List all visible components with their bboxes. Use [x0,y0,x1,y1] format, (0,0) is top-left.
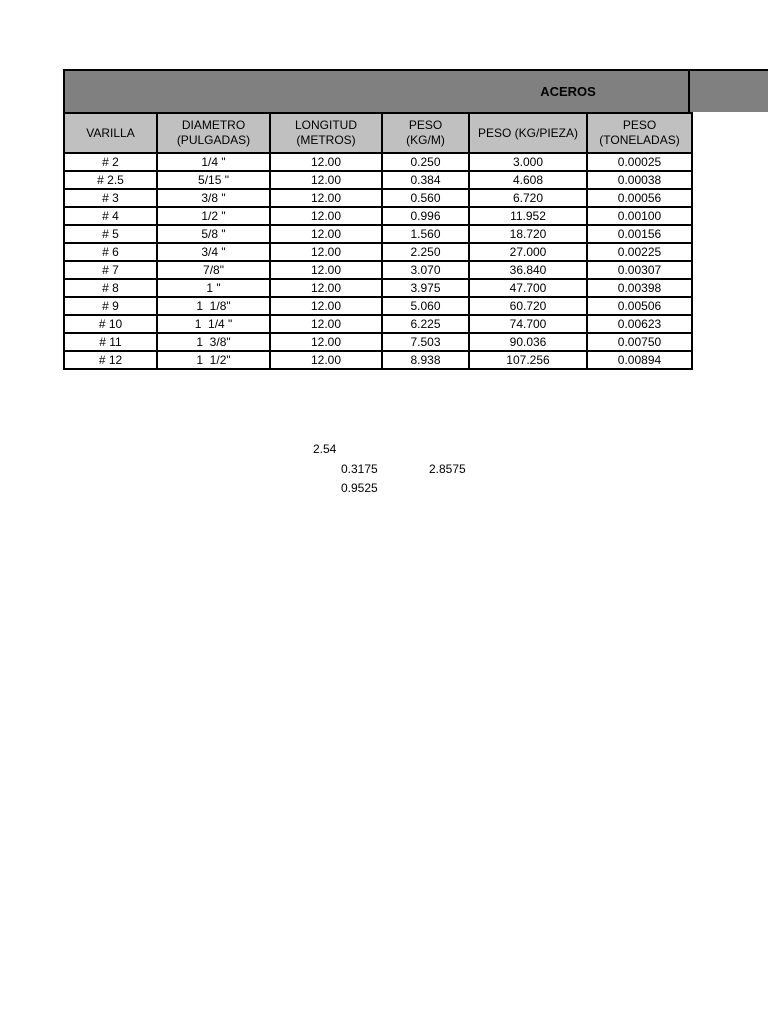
table-header-row [64,113,692,153]
table-cell: 0.00038 [587,171,692,189]
table-cell: 2.250 [382,243,469,261]
table-cell: # 9 [64,297,157,315]
table-cell: 12.00 [270,279,382,297]
table-cell: 6.225 [382,315,469,333]
table-cell: 36.840 [469,261,587,279]
table-cell: # 11 [64,333,157,351]
table-cell: 90.036 [469,333,587,351]
table-cell: # 2 [64,153,157,171]
header-peso-kg-m: PESO (KG/M) [382,113,469,153]
table-cell: 27.000 [469,243,587,261]
table-cell: 3.975 [382,279,469,297]
table-row [64,225,692,243]
table-cell: 3.000 [469,153,587,171]
table-row [64,189,692,207]
table-row [64,279,692,297]
table-cell: 5/8 " [157,225,270,243]
table-row [64,297,692,315]
table-cell: 0.00025 [587,153,692,171]
table-cell: 7/8" [157,261,270,279]
table-cell: # 6 [64,243,157,261]
table-cell: 5/15 " [157,171,270,189]
header-peso-toneladas: PESO (TONELADAS) [587,113,692,153]
table-cell: 60.720 [469,297,587,315]
table-row [64,153,692,171]
header-longitud: LONGITUD (METROS) [270,113,382,153]
table-cell: 0.384 [382,171,469,189]
table-cell: 47.700 [469,279,587,297]
table-row [64,243,692,261]
table-cell: 0.00894 [587,351,692,369]
table-cell: 1/2 " [157,207,270,225]
table-cell: # 3 [64,189,157,207]
table-cell: 0.996 [382,207,469,225]
table-cell: 1 1/2" [157,351,270,369]
table-cell: # 7 [64,261,157,279]
table-cell: 1 " [157,279,270,297]
table-row [64,207,692,225]
table-body [64,153,692,369]
table-cell: 8.938 [382,351,469,369]
table-cell: 74.700 [469,315,587,333]
table-cell: 0.00100 [587,207,692,225]
table-cell: 0.00398 [587,279,692,297]
table-cell: 18.720 [469,225,587,243]
loose-value: 2.54 [313,442,337,456]
table-cell: 7.503 [382,333,469,351]
table-cell: 1.560 [382,225,469,243]
table-row [64,351,692,369]
loose-value: 0.3175 [341,462,378,476]
table-cell: 12.00 [270,207,382,225]
table-cell: 3/8 " [157,189,270,207]
table-cell: 0.00307 [587,261,692,279]
table-cell: 12.00 [270,261,382,279]
table-row [64,171,692,189]
table-cell: # 5 [64,225,157,243]
header-diametro: DIAMETRO (PULGADAS) [157,113,270,153]
header-peso-kg-pieza: PESO (KG/PIEZA) [469,113,587,153]
table-row [64,315,692,333]
table-cell: 12.00 [270,225,382,243]
table-cell: 0.00623 [587,315,692,333]
header-varilla: VARILLA [64,113,157,153]
steel-rebar-table [63,112,693,370]
table-cell: 12.00 [270,171,382,189]
table-cell: 107.256 [469,351,587,369]
table-cell: 11.952 [469,207,587,225]
table-cell: 12.00 [270,243,382,261]
table-cell: 12.00 [270,153,382,171]
table-row [64,261,692,279]
loose-value: 0.9525 [341,481,378,495]
table-cell: 5.060 [382,297,469,315]
table-cell: # 8 [64,279,157,297]
table-cell: 1/4 " [157,153,270,171]
table-title: ACEROS [540,84,596,99]
table-cell: 6.720 [469,189,587,207]
table-cell: 0.00225 [587,243,692,261]
table-cell: 1 3/8" [157,333,270,351]
table-cell: # 12 [64,351,157,369]
table-cell: 12.00 [270,315,382,333]
table-title-bar [63,69,768,112]
table-cell: 0.00056 [587,189,692,207]
table-cell: # 10 [64,315,157,333]
table-cell: 12.00 [270,189,382,207]
table-cell: 0.250 [382,153,469,171]
table-cell: # 2.5 [64,171,157,189]
table-cell: 12.00 [270,333,382,351]
table-cell: 4.608 [469,171,587,189]
table-row [64,333,692,351]
table-cell: 0.00156 [587,225,692,243]
loose-value: 2.8575 [429,462,466,476]
table-cell: 3/4 " [157,243,270,261]
table-cell: # 4 [64,207,157,225]
table-cell: 1 1/8" [157,297,270,315]
table-cell: 0.00506 [587,297,692,315]
table-cell: 0.00750 [587,333,692,351]
table-cell: 12.00 [270,297,382,315]
table-cell: 0.560 [382,189,469,207]
table-cell: 12.00 [270,351,382,369]
table-cell: 3.070 [382,261,469,279]
table-cell: 1 1/4 " [157,315,270,333]
